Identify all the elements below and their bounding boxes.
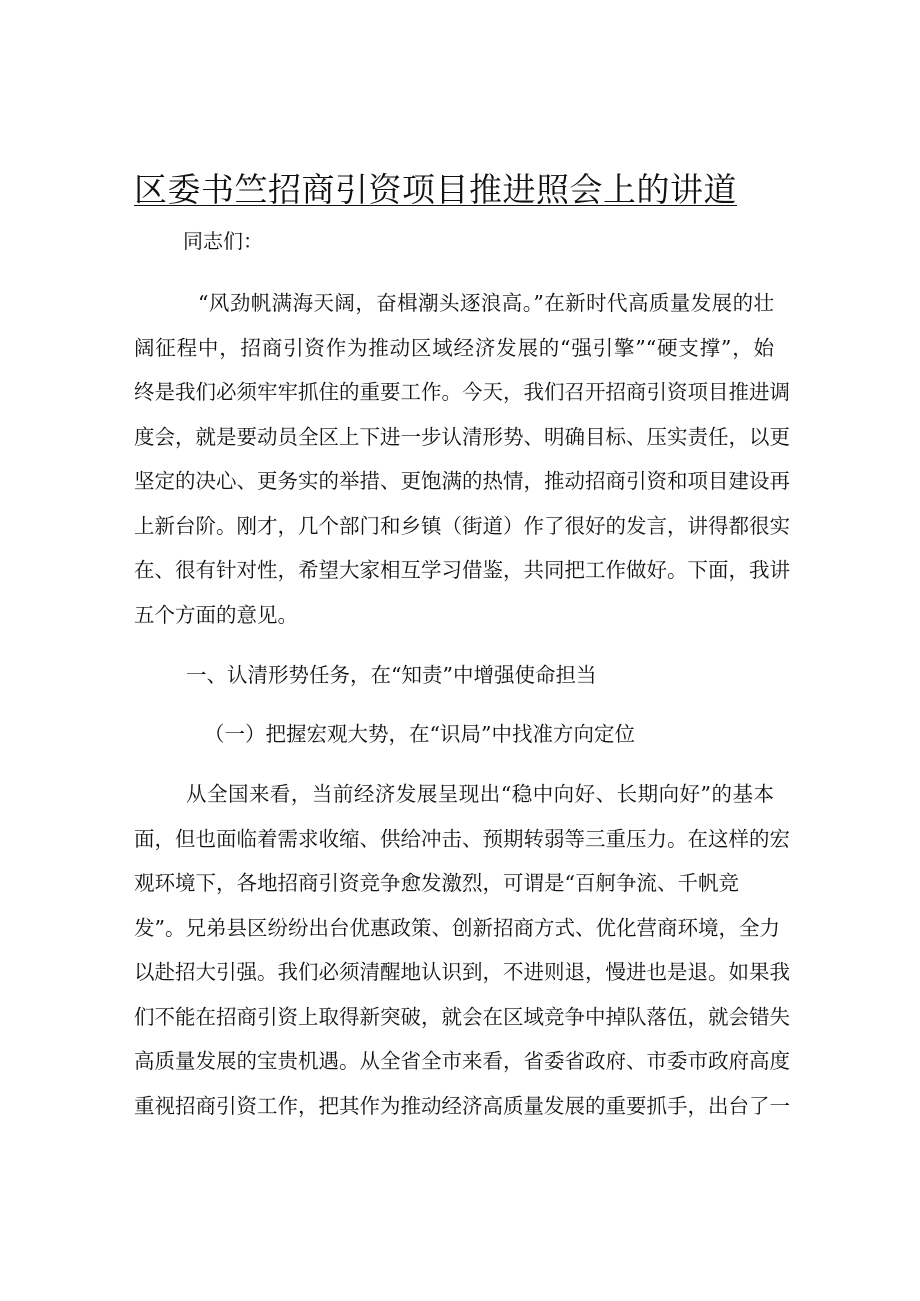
paragraph-line: 高质量发展的宝贵机遇。从全省全市来看，省委省政府、市委市政府高度 — [134, 1049, 790, 1073]
paragraph-line: 从全国来看，当前经济发展呈现出“稳中向好、长期向好”的基本 — [186, 782, 774, 806]
document-title: 区委书竺招商引资项目推进照会上的讲道 — [134, 170, 737, 209]
paragraph-line: 面，但也面临着需求收缩、供给冲击、预期转弱等三重压力。在这样的宏 — [134, 826, 790, 851]
section-heading: 一、认清形势任务，在“知责”中增强使命担当 — [186, 663, 597, 687]
subsection-heading: （一）把握宏观大势，在“识局”中找准方向定位 — [204, 722, 635, 746]
paragraph-line: 终是我们必须牢牢抓住的重要工作。今天，我们召开招商引资项目推进调 — [134, 380, 790, 404]
paragraph-line: 坚定的决心、更务实的举措、更饱满的热情，推动招商引资和项目建设再 — [134, 469, 790, 493]
paragraph-line: 五个方面的意见。 — [134, 602, 298, 627]
paragraph-line: 在、很有针对性，希望大家相互学习借鉴，共同把工作做好。下面，我讲 — [134, 558, 790, 582]
paragraph-line: 观环境下，各地招商引资竞争愈发激烈，可谓是“百舸争流、千帆竞 — [134, 871, 739, 895]
salutation: 同志们： — [183, 229, 263, 253]
paragraph-intro — [134, 281, 790, 637]
paragraph-line: 发”。兄弟县区纷纷出台优惠政策、创新招商方式、优化营商环境，全力 — [134, 915, 780, 940]
paragraph-line: 度会，就是要动员全区上下进一步认清形势、明确目标、压实责任，以更 — [134, 424, 790, 449]
paragraph-line: 以赴招大引强。我们必须清醒地认识到，不进则退，慢进也是退。如果我 — [134, 960, 790, 984]
paragraph-situation — [134, 772, 790, 1128]
paragraph-line: 上新台阶。刚才，几个部门和乡镇（街道）作了很好的发言，讲得都很实 — [134, 513, 790, 538]
paragraph-line: “风劲帆满海天阔，奋楫潮头逐浪高。”在新时代高质量发展的壮 — [198, 291, 774, 315]
paragraph-line: 阔征程中，招商引资作为推动区域经济发展的“强引擎”“硬支撑”，始 — [134, 335, 774, 360]
paragraph-line: 重视招商引资工作，把其作为推动经济高质量发展的重要抓手，出台了一 — [134, 1093, 790, 1118]
paragraph-line: 们不能在招商引资上取得新突破，就会在区域竞争中掉队落伍，就会错失 — [134, 1004, 790, 1029]
